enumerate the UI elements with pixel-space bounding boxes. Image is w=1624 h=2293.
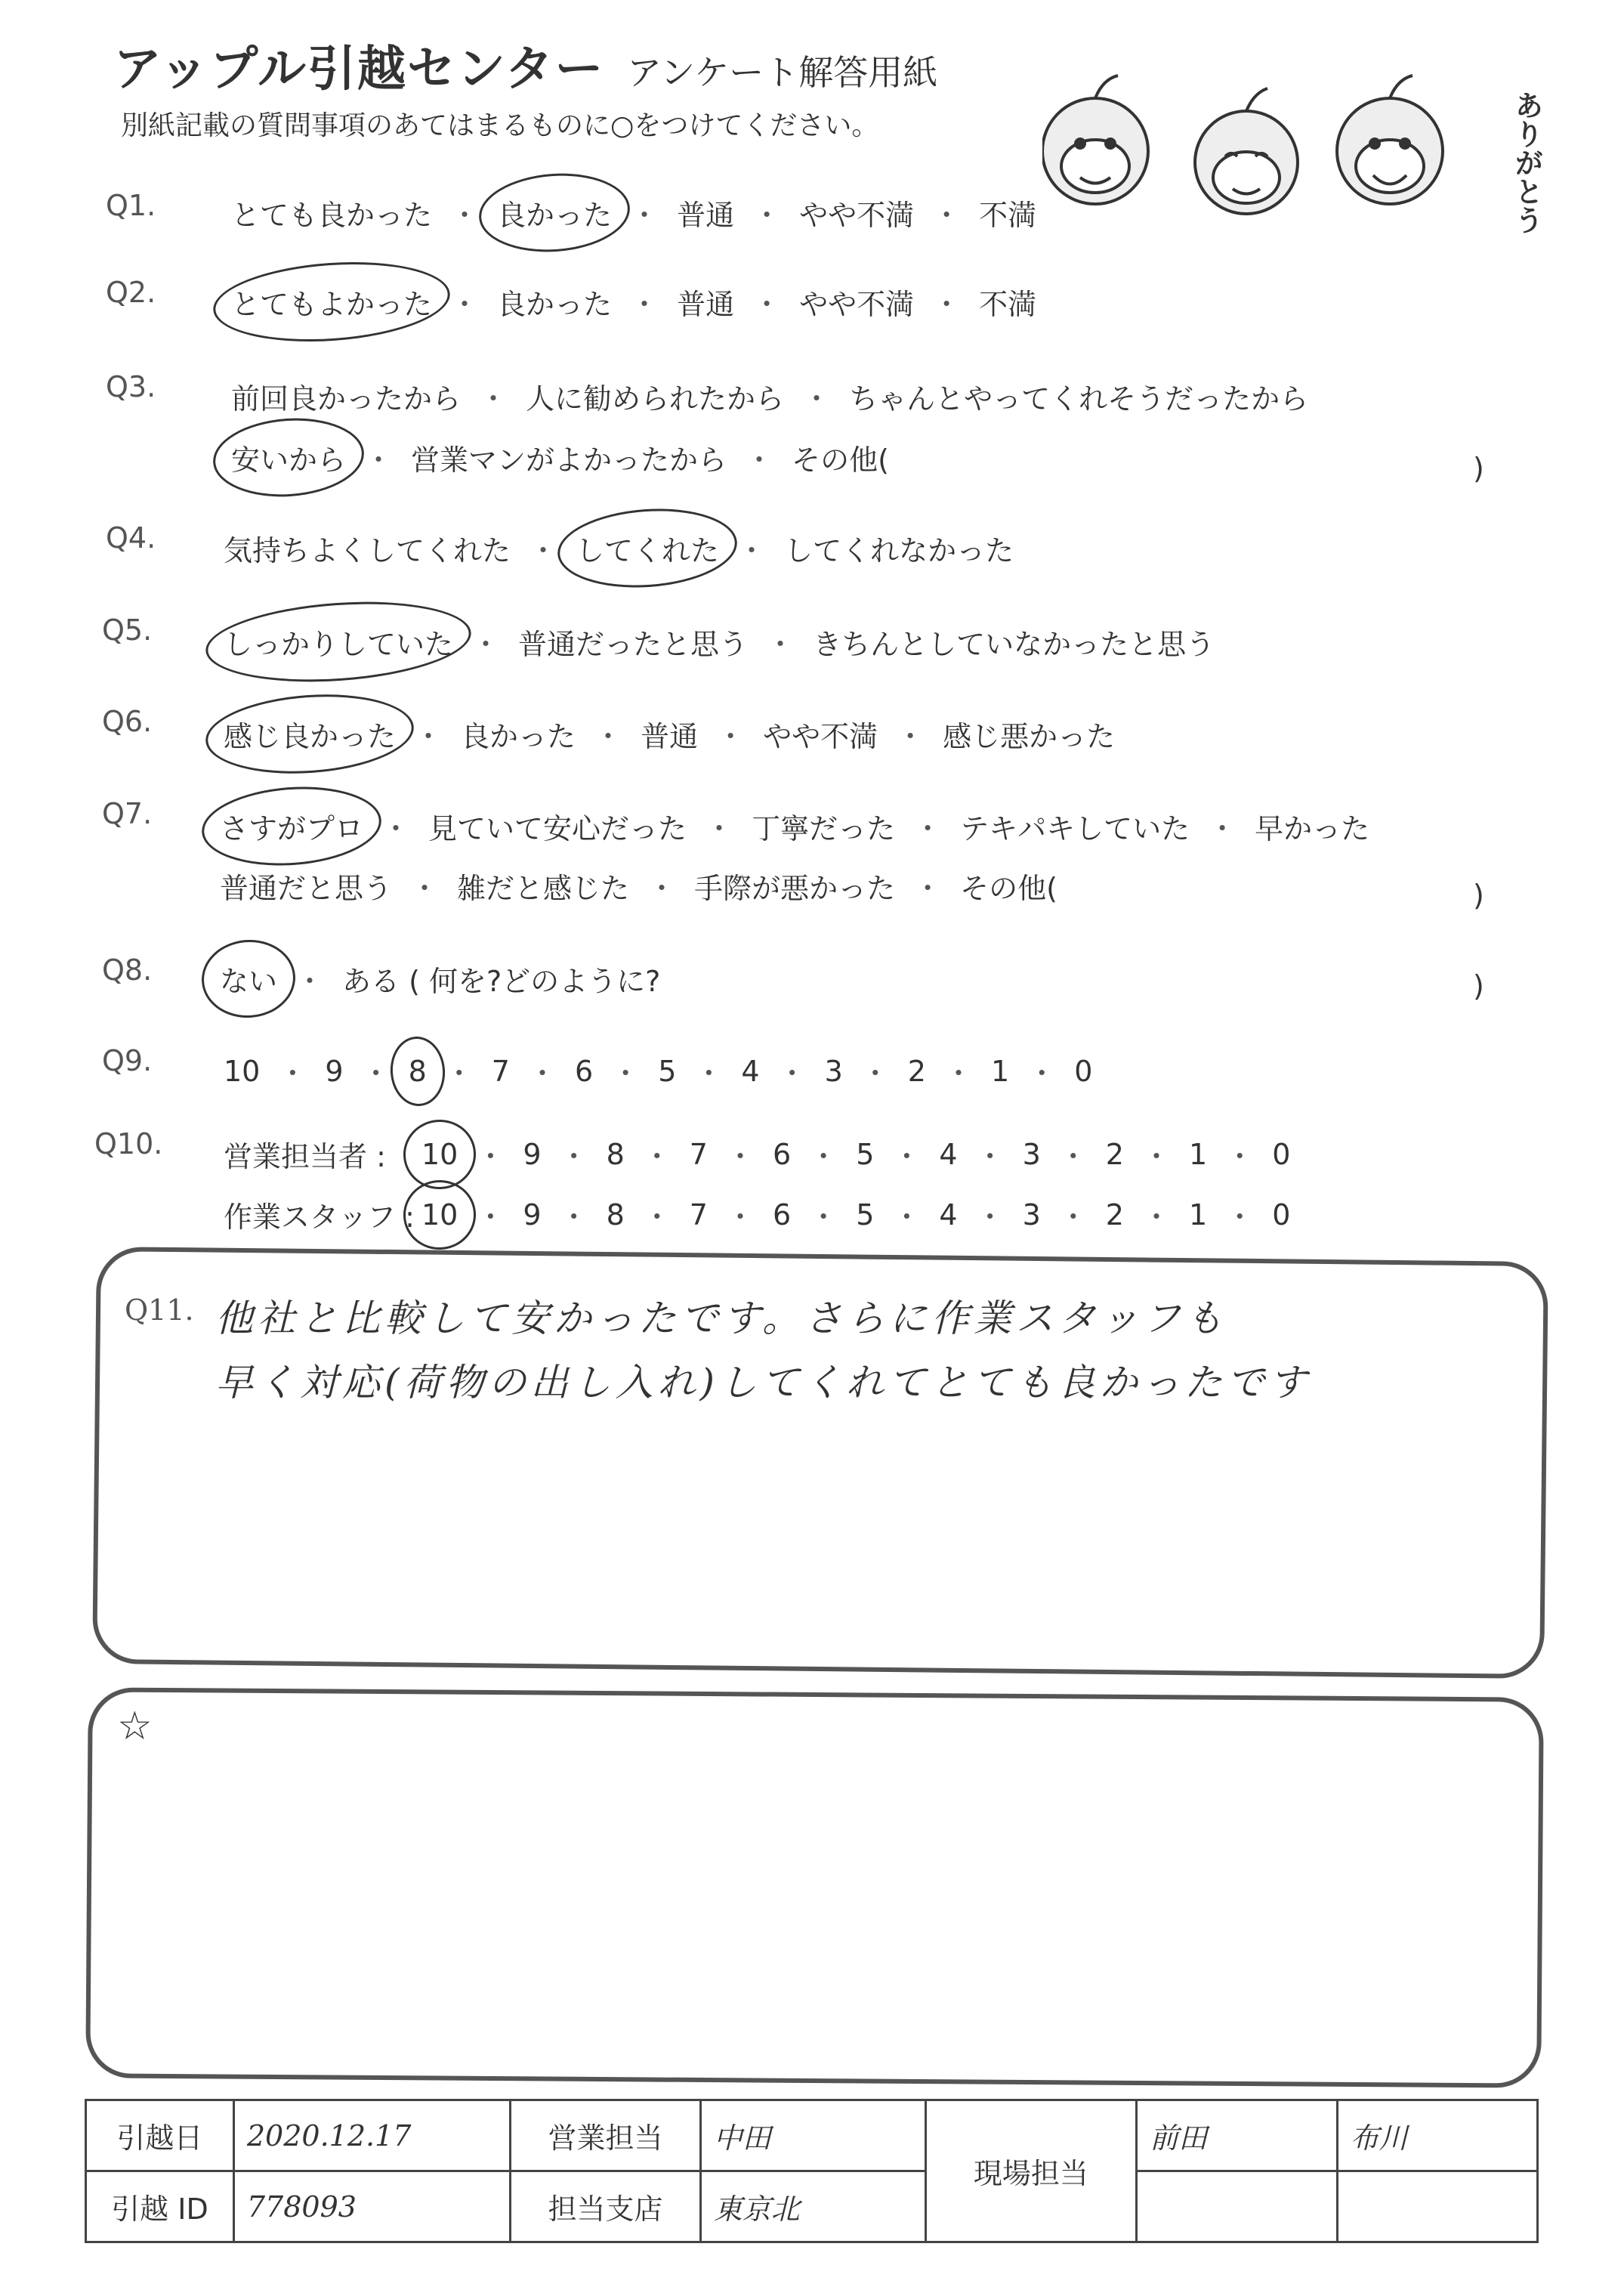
q1-option-selected[interactable]: 良かった bbox=[492, 192, 616, 233]
q7-option[interactable]: 手際が悪かった bbox=[694, 872, 896, 905]
q3-option[interactable]: 人に勧められたから bbox=[526, 382, 785, 416]
comment-box[interactable] bbox=[85, 1687, 1544, 2087]
branch-value: 東京北 bbox=[700, 2171, 925, 2242]
q2-options: とてもよかった ・ 良かった ・ 普通 ・ やや不満 ・ 不満 bbox=[227, 281, 1041, 323]
star-icon: ☆ bbox=[117, 1704, 153, 1749]
q10-sales-score[interactable]: 5 bbox=[856, 1137, 875, 1171]
q6-label: Q6. bbox=[102, 705, 153, 738]
q9-score-selected[interactable]: 8 bbox=[404, 1055, 431, 1088]
q1-option[interactable]: 不満 bbox=[979, 199, 1037, 232]
q6-option[interactable]: 普通 bbox=[641, 720, 699, 753]
q11-answer-line2: 早く対応(荷物の出し入れ)してくれてとても良かったです bbox=[215, 1361, 1312, 1405]
q8-options: ない ・ ある ( 何を?どのように? bbox=[215, 958, 665, 1000]
q9-score[interactable]: 10 bbox=[224, 1054, 261, 1088]
q10-staff-label: 作業スタッフ : bbox=[224, 1201, 415, 1234]
q7-option[interactable]: 見ていて安心だった bbox=[428, 812, 687, 845]
q9-label: Q9. bbox=[102, 1044, 153, 1077]
q8-option[interactable]: ある ( 何を?どのように? bbox=[342, 965, 661, 998]
q7-option[interactable]: 雑だと感じた bbox=[457, 872, 630, 905]
q6-option[interactable]: 感じ悪かった bbox=[943, 720, 1116, 753]
q4-label: Q4. bbox=[106, 521, 156, 555]
q10-sales-score[interactable]: 0 bbox=[1272, 1137, 1291, 1171]
q10-staff-scale: 作業スタッフ : 10 ・ 9 ・ 8 ・ 7 ・ 6 ・ 5 ・ 4 ・ 3 ・ 2 ・ 1 ・ 0 bbox=[219, 1194, 1295, 1235]
q6-options: 感じ良かった ・ 良かった ・ 普通 ・ やや不満 ・ 感じ悪かった bbox=[219, 713, 1119, 755]
site-staff-empty-2 bbox=[1337, 2171, 1537, 2242]
q9-score[interactable]: 1 bbox=[991, 1054, 1010, 1088]
q10-sales-score[interactable]: 9 bbox=[523, 1137, 542, 1171]
q7-option-other[interactable]: その他( bbox=[960, 872, 1057, 905]
q9-score[interactable]: 5 bbox=[658, 1054, 677, 1088]
q7-option-selected[interactable]: さすがプロ bbox=[215, 805, 368, 847]
q10-staff-score[interactable]: 0 bbox=[1272, 1197, 1291, 1231]
monkey-icon bbox=[1042, 76, 1148, 204]
q7-options-line2: 普通だと思う ・ 雑だと感じた ・ 手際が悪かった ・ その他( bbox=[215, 865, 1062, 907]
q9-score[interactable]: 4 bbox=[741, 1054, 760, 1088]
q10-sales-score[interactable]: 7 bbox=[689, 1137, 708, 1171]
q3-option[interactable]: ちゃんとやってくれそうだったから bbox=[849, 382, 1309, 416]
footer-info-table bbox=[85, 2099, 1539, 2243]
move-date-label: 引越日 bbox=[86, 2100, 234, 2171]
q3-option[interactable]: 前回良かったから bbox=[231, 382, 462, 416]
q3-options-line1: 前回良かったから ・ 人に勧められたから ・ ちゃんとやってくれそうだったから bbox=[227, 375, 1313, 417]
q10-staff-score[interactable]: 6 bbox=[772, 1197, 792, 1231]
form-title: アップル引越センター bbox=[113, 42, 605, 97]
q10-staff-score[interactable]: 8 bbox=[606, 1197, 625, 1231]
q3-options-line2: 安いから ・ 営業マンがよかったから ・ その他( bbox=[227, 437, 894, 478]
q7-label: Q7. bbox=[102, 797, 153, 830]
q4-option-selected[interactable]: してくれた bbox=[571, 527, 724, 569]
q10-staff-score[interactable]: 9 bbox=[523, 1197, 542, 1231]
q2-label: Q2. bbox=[106, 276, 156, 309]
q4-option[interactable]: してくれなかった bbox=[784, 534, 1014, 567]
monkey-icon bbox=[1195, 88, 1298, 214]
q11-label: Q11. bbox=[125, 1293, 194, 1327]
move-id-label: 引越 ID bbox=[86, 2171, 234, 2242]
q10-sales-score[interactable]: 3 bbox=[1022, 1137, 1041, 1171]
q10-staff-score[interactable]: 4 bbox=[939, 1197, 958, 1231]
q4-option[interactable]: 気持ちよくしてくれた bbox=[224, 534, 511, 567]
q10-staff-score[interactable]: 5 bbox=[856, 1197, 875, 1231]
q2-option[interactable]: 不満 bbox=[979, 288, 1037, 321]
move-date-value: 2020.12.17 bbox=[233, 2100, 510, 2171]
q10-sales-score[interactable]: 6 bbox=[772, 1137, 792, 1171]
q10-staff-score[interactable]: 3 bbox=[1022, 1197, 1041, 1231]
mascot-text: ありがとう bbox=[1510, 91, 1542, 234]
q7-option[interactable]: テキパキしていた bbox=[960, 812, 1190, 845]
q2-option-selected[interactable]: とてもよかった bbox=[227, 281, 437, 323]
site-staff-1: 前田 bbox=[1137, 2100, 1337, 2171]
q1-option[interactable]: 普通 bbox=[677, 199, 735, 232]
q10-sales-label: 営業担当者 : bbox=[224, 1140, 386, 1173]
monkey-icon bbox=[1337, 76, 1443, 204]
q4-options: 気持ちよくしてくれた ・ してくれた ・ してくれなかった bbox=[219, 527, 1018, 569]
q10-sales-score[interactable]: 1 bbox=[1189, 1137, 1208, 1171]
instruction-text: 別紙記載の質問事項のあてはまるものに○をつけてください。 bbox=[121, 110, 879, 141]
q10-staff-score[interactable]: 7 bbox=[689, 1197, 708, 1231]
q7-options-line1: さすがプロ ・ 見ていて安心だった ・ 丁寧だった ・ テキパキしていた ・ 早かった bbox=[215, 805, 1374, 847]
q10-staff-score[interactable]: 2 bbox=[1105, 1197, 1124, 1231]
q10-label: Q10. bbox=[94, 1127, 163, 1160]
q7-close-paren: ) bbox=[1473, 879, 1484, 912]
q9-scale: 10 ・ 9 ・ 8 ・ 7 ・ 6 ・ 5 ・ 4 ・ 3 ・ 2 ・ 1 ・ 0 bbox=[219, 1050, 1097, 1092]
q9-score[interactable]: 0 bbox=[1074, 1054, 1093, 1088]
q8-label: Q8. bbox=[102, 953, 153, 987]
q1-options: とても良かった ・ 良かった ・ 普通 ・ やや不満 ・ 不満 bbox=[227, 192, 1041, 233]
q10-sales-scale: 営業担当者 : 10 ・ 9 ・ 8 ・ 7 ・ 6 ・ 5 ・ 4 ・ 3 ・ 2 ・ 1 ・ 0 bbox=[219, 1133, 1295, 1175]
site-staff-empty-1 bbox=[1137, 2171, 1337, 2242]
q8-option-selected[interactable]: ない bbox=[215, 958, 282, 1000]
q3-option-selected[interactable]: 安いから bbox=[227, 437, 350, 478]
q6-option-selected[interactable]: 感じ良かった bbox=[219, 713, 400, 755]
q7-option[interactable]: 早かった bbox=[1255, 812, 1370, 845]
q6-option[interactable]: やや不満 bbox=[763, 720, 878, 753]
branch-label: 担当支店 bbox=[511, 2171, 700, 2242]
move-id-value: 778093 bbox=[233, 2171, 510, 2242]
q5-option[interactable]: 普通だったと思う bbox=[518, 628, 749, 661]
sales-rep-value: 中田 bbox=[700, 2100, 925, 2171]
q10-staff-score[interactable]: 1 bbox=[1189, 1197, 1208, 1231]
q7-option[interactable]: 丁寧だった bbox=[752, 812, 896, 845]
q3-label: Q3. bbox=[106, 370, 156, 403]
q8-close-paren: ) bbox=[1473, 969, 1484, 1003]
q3-close-paren: ) bbox=[1473, 452, 1484, 485]
form-subtitle: アンケート解答用紙 bbox=[627, 52, 938, 93]
q9-score[interactable]: 7 bbox=[491, 1054, 510, 1088]
q10-sales-score[interactable]: 2 bbox=[1105, 1137, 1124, 1171]
monkey-mascots-illustration bbox=[1042, 60, 1556, 249]
q1-label: Q1. bbox=[106, 189, 156, 222]
q10-sales-score[interactable]: 8 bbox=[606, 1137, 625, 1171]
q5-option[interactable]: きちんとしていなかったと思う bbox=[813, 628, 1215, 661]
q3-option[interactable]: 営業マンがよかったから bbox=[411, 443, 727, 477]
q11-answer-line1: 他社と比較して安かったです。さらに作業スタッフも bbox=[215, 1296, 1227, 1340]
q5-option-selected[interactable]: しっかりしていた bbox=[219, 621, 458, 663]
q5-options: しっかりしていた ・ 普通だったと思う ・ きちんとしていなかったと思う bbox=[219, 621, 1219, 663]
q2-option[interactable]: 普通 bbox=[677, 288, 735, 321]
q1-option[interactable]: やや不満 bbox=[799, 199, 915, 232]
site-staff-2: 布川 bbox=[1337, 2100, 1537, 2171]
q2-option[interactable]: やや不満 bbox=[799, 288, 915, 321]
q6-option[interactable]: 良かった bbox=[461, 720, 576, 753]
q10-sales-score-selected[interactable]: 10 bbox=[417, 1138, 462, 1171]
q2-option[interactable]: 良かった bbox=[497, 288, 613, 321]
q7-option[interactable]: 普通だと思う bbox=[220, 872, 393, 905]
q3-option-other[interactable]: その他( bbox=[792, 443, 889, 477]
sales-rep-label: 営業担当 bbox=[511, 2100, 700, 2171]
q5-label: Q5. bbox=[102, 613, 153, 647]
q10-staff-score-selected[interactable]: 10 bbox=[417, 1198, 462, 1231]
q9-score[interactable]: 9 bbox=[325, 1054, 344, 1088]
q9-score[interactable]: 3 bbox=[824, 1054, 843, 1088]
q10-sales-score[interactable]: 4 bbox=[939, 1137, 958, 1171]
site-staff-label: 現場担当 bbox=[925, 2100, 1136, 2242]
q1-option[interactable]: とても良かった bbox=[231, 199, 433, 232]
q9-score[interactable]: 6 bbox=[574, 1054, 594, 1088]
q9-score[interactable]: 2 bbox=[907, 1054, 926, 1088]
